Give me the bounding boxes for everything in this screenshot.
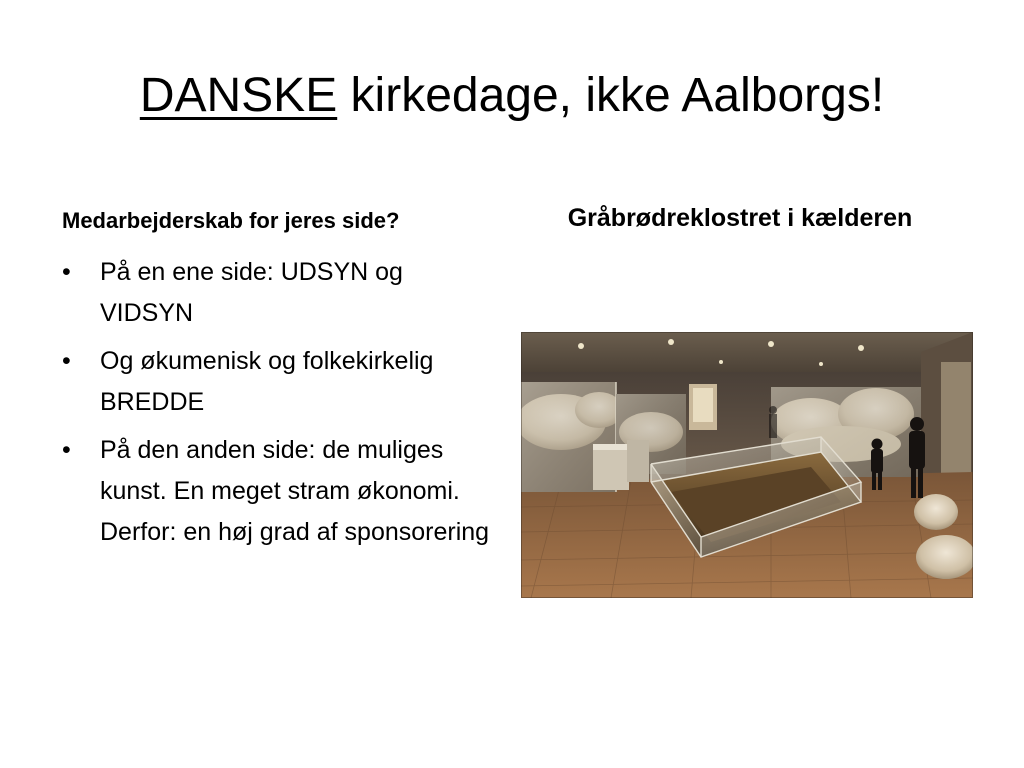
bullet-item (62, 252, 492, 334)
bullet-text: På den anden side: de muliges kunst. En meget stram økonomi. Derfor: en høj grad af sponsorering (100, 436, 490, 546)
bullet-text: På en ene side: UDSYN og VIDSYN (100, 258, 403, 327)
bullet-item (62, 341, 492, 423)
slide-title (40, 60, 984, 132)
slide-title-rest: kirkedage, ikke Aalborgs! (337, 69, 885, 122)
museum-cellar-photo (521, 332, 973, 598)
right-column-heading: Gråbrødreklostret i kælderen (567, 204, 913, 232)
bullet-icon: • (62, 436, 71, 464)
bullet-icon: • (62, 347, 71, 375)
bullet-item (62, 430, 492, 553)
bullet-list (62, 252, 492, 560)
bullet-text: Og økumenisk og folkekirkelig BREDDE (100, 347, 434, 416)
bullet-icon: • (62, 258, 71, 286)
left-column-heading: Medarbejderskab for jeres side? (62, 208, 400, 233)
slide-title-underlined: DANSKE (139, 69, 338, 122)
